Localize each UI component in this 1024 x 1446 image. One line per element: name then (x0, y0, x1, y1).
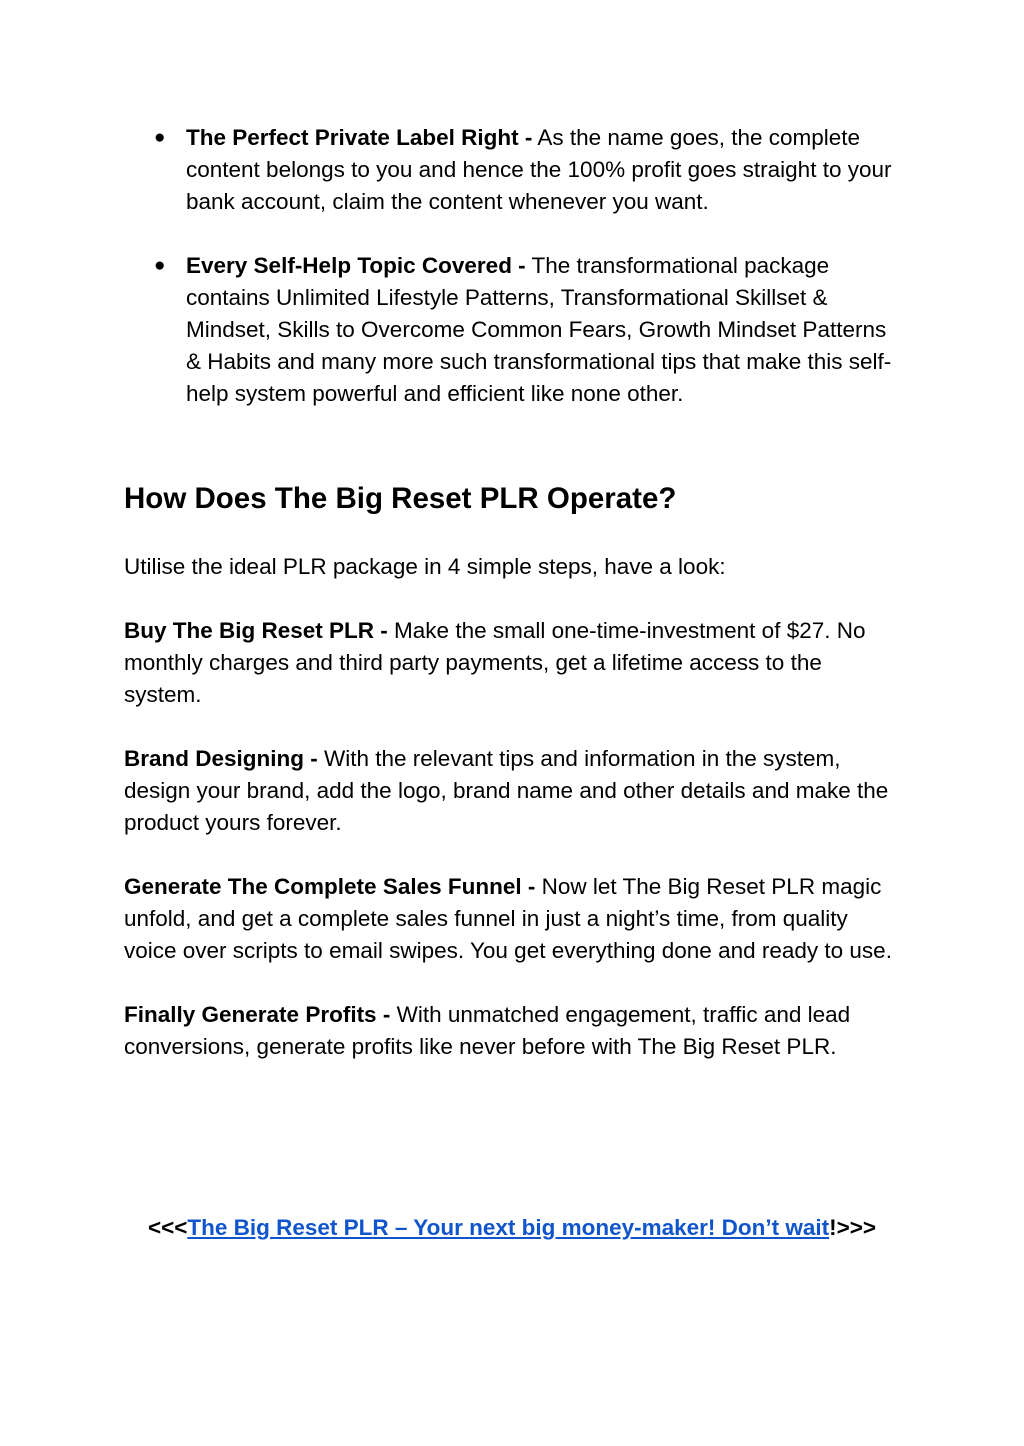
step-title: Generate The Complete Sales Funnel - (124, 874, 536, 899)
step-paragraph (124, 871, 896, 967)
cta-prefix: <<< (147, 1215, 188, 1240)
bullet-text: As the name goes, the complete content belongs to you and hence the 100% profit goes straight to your bank account, claim the content whenever you want. (186, 125, 892, 214)
feature-bullet-list (124, 122, 896, 410)
section-heading: How Does The Big Reset PLR Operate? (124, 482, 677, 515)
bullet-dot-icon: ● (154, 255, 166, 276)
step-text: Now let The Big Reset PLR magic unfold, and get a complete sales funnel in just a night’s time, from quality voice over scripts to email swipes. You get everything done and ready to use. (124, 874, 892, 963)
cta-suffix: !>>> (829, 1215, 877, 1240)
step-paragraph (124, 743, 896, 839)
step-paragraph (124, 999, 896, 1063)
feature-bullet-item (124, 250, 896, 410)
step-title: Brand Designing - (124, 746, 318, 771)
intro-paragraph: Utilise the ideal PLR package in 4 simple steps, have a look: (124, 554, 726, 579)
step-title: Buy The Big Reset PLR - (124, 618, 388, 643)
bullet-text: The transformational package contains Unlimited Lifestyle Patterns, Transformational Skillset & Mindset, Skills to Overcome Common Fears, Growth Mindset Patterns & Habits and many more such transformational tips that make this self-help system powerful and efficient like none other. (186, 253, 892, 406)
bullet-title: Every Self-Help Topic Covered - (186, 253, 526, 278)
step-paragraph (124, 615, 896, 711)
bullet-title: The Perfect Private Label Right - (186, 125, 533, 150)
step-text: With unmatched engagement, traffic and lead conversions, generate profits like never before with The Big Reset PLR. (124, 1002, 851, 1059)
step-title: Finally Generate Profits - (124, 1002, 391, 1027)
cta-link[interactable]: The Big Reset PLR – Your next big money-maker! Don’t wait (187, 1215, 830, 1240)
step-text: With the relevant tips and information in the system, design your brand, add the logo, brand name and other details and make the product yours forever. (124, 746, 889, 835)
call-to-action (124, 1212, 900, 1244)
feature-bullet-item (124, 122, 896, 218)
bullet-dot-icon: ● (154, 127, 166, 148)
document-body (124, 122, 896, 1063)
step-text: Make the small one-time-investment of $27. No monthly charges and third party payments, get a lifetime access to the system. (124, 618, 866, 707)
